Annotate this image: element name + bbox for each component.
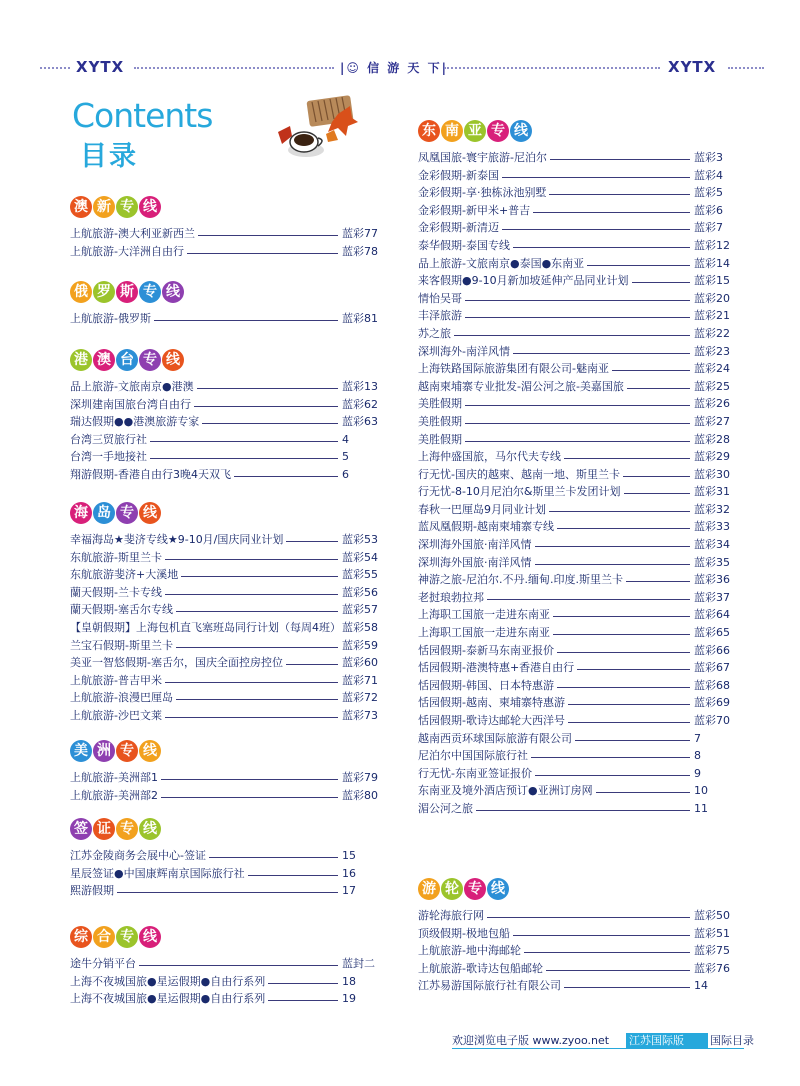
toc-entry-name: 上航旅游-地中海邮轮 [418,942,524,960]
section-title-char: 游 [418,878,440,900]
toc-entry-page: 蓝彩57 [342,603,378,617]
section-title-char: 线 [139,740,161,762]
toc-entry-page: 蓝彩50 [694,909,730,922]
logo-right: XYTX [668,58,717,76]
motto: |☺ 信 游 天 下| [340,61,448,75]
section-title-char: 亚 [464,120,486,142]
section-title-char: 岛 [93,502,115,524]
toc-entry[interactable] [418,694,734,712]
toc-entry[interactable] [418,413,734,431]
toc-entry-page: 蓝彩77 [342,227,378,240]
section-title [70,500,382,526]
section-title-char: 斯 [116,281,138,303]
section-title-char: 线 [162,349,184,371]
toc-entry-page: 蓝彩67 [694,661,730,675]
toc-entry-name: 途牛分销平台 [70,955,139,973]
toc-entry-name: 熙游假期 [70,882,117,900]
toc-entry-page: 蓝彩36 [694,573,730,587]
toc-entry-page: 蓝彩72 [342,691,378,705]
right-section-1 [418,876,734,995]
toc-entry[interactable] [418,272,734,290]
toc-entry-name: 上海铁路国际旅游集团有限公司-魅南亚 [418,360,612,378]
toc-entry-name: 上海职工国旅一走进东南亚 [418,624,553,642]
footer-rule [452,1048,744,1049]
toc-entry[interactable] [70,378,382,396]
toc-entry-page: 16 [342,866,356,880]
toc-entry[interactable] [70,466,382,484]
toc-entry[interactable] [418,395,734,413]
toc-entry-name: 上航旅游-沙巴文莱 [70,707,165,725]
toc-entry-name: 品上旅游-文旅南京●泰国●东南亚 [418,255,587,273]
footer-edition-badge: 江苏国际版 [626,1033,708,1048]
toc-entry-page: 蓝彩35 [694,555,730,569]
section-title [70,279,382,305]
section-title-char: 线 [510,120,532,142]
toc-entry[interactable] [70,973,382,991]
toc-entry[interactable] [418,518,734,536]
toc-entry[interactable] [418,571,734,589]
left-section-4 [70,738,382,804]
toc-entry[interactable] [418,960,734,978]
toc-entry[interactable] [418,501,734,519]
toc-entry-page: 蓝彩51 [694,926,730,940]
toc-entry[interactable] [418,977,734,995]
toc-entry-page: 蓝彩20 [694,291,730,305]
toc-entry-page: 7 [694,731,701,745]
toc-entry-page: 蓝封二 [342,957,375,970]
toc-entry-name: 来客假期●9-10月新加坡延伸产品同业计划 [418,272,632,290]
section-title-char: 罗 [93,281,115,303]
toc-entry-page: 蓝彩31 [694,485,730,499]
toc-entry[interactable] [418,907,734,925]
toc-entry-page: 6 [342,467,349,481]
toc-entry-name: 翔游假期-香港自由行3晚4天双飞 [70,466,234,484]
toc-entry-page: 蓝彩73 [342,708,378,722]
contents-title: Contents [72,96,213,135]
toc-entry-name: 上海仲盛国旅，马尔代夫专线 [418,448,564,466]
toc-entry-page: 14 [694,979,708,993]
toc-entry-name: 行无忧-国庆的越柬、越南一地、斯里兰卡 [418,466,623,484]
toc-entry-name: 湄公河之旅 [418,800,476,818]
section-title-char: 洲 [93,740,115,762]
section-title-char: 线 [139,502,161,524]
toc-entry-name: 幸福海岛★斐济专线★9-10月/国庆同业计划 [70,531,286,549]
toc-entry-page: 蓝彩26 [694,397,730,411]
toc-entry[interactable] [70,955,382,973]
toc-entry[interactable] [418,325,734,343]
toc-entry[interactable] [70,865,382,883]
toc-entry-name: 上海职工国旅一走进东南亚 [418,606,553,624]
left-section-5 [70,816,382,900]
toc-entry[interactable] [418,360,734,378]
toc-entry-name: 上海不夜城国旅●星运假期●自由行系列 [70,990,268,1008]
toc-entry[interactable] [418,448,734,466]
toc-entry[interactable] [70,847,382,865]
toc-entry-name: 越南柬埔寨专业批发-湄公河之旅-美嘉国旅 [418,378,627,396]
left-section-1 [70,279,382,328]
toc-entry-name: 泰华假期-泰国专线 [418,237,513,255]
toc-entry[interactable] [418,606,734,624]
toc-entry-name: 恬园假期-歌诗达邮轮大西洋号 [418,712,568,730]
toc-entry-page: 蓝彩33 [694,520,730,534]
toc-entry-name: 美胜假期 [418,413,465,431]
toc-entry-name: 上海不夜城国旅●星运假期●自由行系列 [70,973,268,991]
toc-entry[interactable] [418,925,734,943]
left-section-3 [70,500,382,725]
toc-entry[interactable] [418,800,734,818]
toc-entry[interactable] [418,730,734,748]
toc-entry[interactable] [418,343,734,361]
section-title-char: 轮 [441,878,463,900]
toc-entry-name: 上航旅游-浪漫巴厘岛 [70,689,176,707]
section-title-char: 美 [70,740,92,762]
toc-entry[interactable] [418,431,734,449]
toc-entry[interactable] [418,219,734,237]
toc-entry-page: 蓝彩34 [694,538,730,552]
section-title-char: 专 [116,926,138,948]
section-title-char: 专 [116,196,138,218]
toc-entry-page: 蓝彩27 [694,414,730,428]
toc-entry-name: 江苏金陵商务会展中心-签证 [70,847,209,865]
toc-entry-name: 美胜假期 [418,395,465,413]
toc-entry[interactable] [70,882,382,900]
toc-entry-name: 上航旅游-美洲部1 [70,769,161,787]
toc-entry[interactable] [418,782,734,800]
toc-entry-name: 情怡吴哥 [418,290,465,308]
toc-entry[interactable] [70,990,382,1008]
toc-entry[interactable] [418,290,734,308]
toc-entry-name: 上航旅游-澳大利亚新西兰 [70,225,198,243]
toc-entry-page: 蓝彩56 [342,585,378,599]
toc-entry-page: 蓝彩22 [694,326,730,340]
toc-entry-page: 蓝彩32 [694,502,730,516]
section-title [70,816,382,842]
toc-entry-page: 蓝彩68 [694,678,730,692]
toc-entry-name: 蘭天假期-塞舌尔专线 [70,601,176,619]
toc-entry-page: 4 [342,432,349,446]
toc-entry[interactable] [418,589,734,607]
toc-entry[interactable] [70,225,382,243]
section-title-char: 签 [70,818,92,840]
toc-entry-page: 9 [694,766,701,780]
toc-entry-page: 蓝彩58 [342,620,378,634]
toc-entry[interactable] [70,549,382,567]
toc-entry-page: 蓝彩12 [694,238,730,252]
toc-entry[interactable] [70,619,382,637]
toc-entry-name: 越南西贡环球国际旅游有限公司 [418,730,575,748]
coffee-leaves-illustration [268,92,358,167]
left-section-6 [70,924,382,1008]
toc-entry-page: 蓝彩3 [694,151,723,164]
page-header [0,58,800,78]
toc-entry-name: 丰泽旅游 [418,307,465,325]
toc-entry-page: 蓝彩21 [694,309,730,323]
toc-entry-name: 恬园假期-越南、柬埔寨特惠游 [418,694,568,712]
toc-entry-page: 19 [342,992,356,1006]
toc-entry-name: 东南亚及境外酒店预订●亚洲订房网 [418,782,596,800]
toc-entry-page: 11 [694,801,708,815]
toc-entry-name: 上航旅游-俄罗斯 [70,310,154,328]
logo-left: XYTX [76,58,125,76]
section-title [70,738,382,764]
toc-entry[interactable] [418,167,734,185]
toc-entry-name: 东航旅游-斯里兰卡 [70,549,165,567]
section-title-char: 线 [139,196,161,218]
toc-entry-page: 蓝彩13 [342,380,378,393]
footer-catalog-text: 国际目录 [710,1034,754,1047]
toc-entry-page: 蓝彩4 [694,168,723,182]
toc-entry-name: 神游之旅-尼泊尔.不丹.缅甸.印度.斯里兰卡 [418,571,626,589]
toc-entry-name: 深圳建南国旅台湾自由行 [70,396,194,414]
toc-entry-name: 金彩假期-享·独栋泳池别墅 [418,184,549,202]
toc-entry[interactable] [70,601,382,619]
dotted-rule [444,67,660,71]
toc-entry[interactable] [70,707,382,725]
toc-entry-name: 恬园假期-港澳特惠+香港自由行 [418,659,577,677]
toc-entry-name: 老挝琅勃拉邦 [418,589,487,607]
toc-entry-page: 蓝彩59 [342,638,378,652]
toc-entry-page: 蓝彩55 [342,568,378,582]
toc-entry-name: 游轮海旅行网 [418,907,487,925]
toc-entry[interactable] [418,942,734,960]
left-section-2 [70,347,382,484]
toc-entry-page: 17 [342,884,356,898]
toc-entry[interactable] [418,624,734,642]
section-title-char: 专 [487,120,509,142]
toc-entry-name: 顶级假期-极地包船 [418,925,513,943]
toc-entry-name: 蘭天假期-兰卡专线 [70,584,165,602]
toc-entry[interactable] [418,659,734,677]
toc-entry-page: 蓝彩81 [342,312,378,325]
toc-entry-page: 蓝彩70 [694,714,730,727]
toc-entry-name: 深圳海外国旅·南洋风情 [418,554,535,572]
toc-entry[interactable] [70,672,382,690]
leader-line [418,335,690,336]
toc-entry-page: 蓝彩23 [694,344,730,358]
toc-entry-page: 蓝彩24 [694,362,730,376]
toc-entry-name: 兰宝石假期-斯里兰卡 [70,637,176,655]
toc-entry-page: 蓝彩64 [694,608,730,622]
toc-entry[interactable] [70,689,382,707]
toc-entry-name: 深圳海外-南洋风情 [418,343,513,361]
toc-entry-page: 蓝彩62 [342,397,378,411]
toc-entry-name: 凤凰国旅-寰宇旅游-尼泊尔 [418,149,550,167]
toc-entry-page: 蓝彩71 [342,673,378,687]
toc-entry-name: 上航旅游-美洲部2 [70,787,161,805]
section-title-char: 专 [139,281,161,303]
toc-entry-page: 15 [342,849,356,862]
toc-entry[interactable] [70,787,382,805]
toc-entry-page: 蓝彩69 [694,696,730,710]
toc-entry[interactable] [70,396,382,414]
toc-entry[interactable] [418,237,734,255]
toc-entry-name: 美胜假期 [418,431,465,449]
toc-entry[interactable] [70,654,382,672]
toc-entry-name: 上航旅游-歌诗达包船邮轮 [418,960,546,978]
toc-entry-name: 上航旅游-普吉甲米 [70,672,165,690]
section-title [70,924,382,950]
toc-entry-page: 蓝彩14 [694,256,730,270]
toc-entry[interactable] [418,184,734,202]
toc-entry-page: 蓝彩25 [694,379,730,393]
toc-entry-name: 金彩假期-新泰国 [418,167,502,185]
toc-entry[interactable] [418,642,734,660]
toc-entry-name: 星辰签证●中国康辉南京国际旅行社 [70,865,248,883]
toc-entry-name: 台湾三贸旅行社 [70,431,150,449]
section-title-char: 专 [139,349,161,371]
toc-entry[interactable] [418,255,734,273]
toc-entry-name: 蓝凤凰假期-越南柬埔寨专线 [418,518,557,536]
section-title-char: 港 [70,349,92,371]
toc-entry-name: 行无忧-8-10月尼泊尔&斯里兰卡发团计划 [418,483,624,501]
toc-entry-page: 蓝彩37 [694,590,730,604]
toc-entry-page: 蓝彩54 [342,550,378,564]
toc-entry-name: 深圳海外国旅·南洋风情 [418,536,535,554]
toc-entry[interactable] [418,378,734,396]
mulu-title: 目录 [80,141,138,172]
toc-entry[interactable] [418,466,734,484]
toc-entry[interactable] [70,584,382,602]
toc-entry[interactable] [70,243,382,261]
toc-entry[interactable] [70,310,382,328]
section-title-char: 合 [93,926,115,948]
section-title-char: 线 [487,878,509,900]
section-title-char: 线 [139,818,161,840]
dotted-rule [134,67,334,71]
section-title-char: 线 [162,281,184,303]
section-title-char: 新 [93,196,115,218]
toc-entry-name: 上航旅游-大洋洲自由行 [70,243,187,261]
section-title [418,876,734,902]
toc-entry[interactable] [70,637,382,655]
toc-entry-page: 蓝彩76 [694,961,730,975]
toc-entry[interactable] [418,307,734,325]
toc-entry[interactable] [70,448,382,466]
toc-entry[interactable] [70,531,382,549]
toc-entry-name: 瑞达假期●●港澳旅游专家 [70,413,202,431]
toc-entry-name: 金彩假期-新清迈 [418,219,502,237]
toc-entry-name: 尼泊尔中国国际旅行社 [418,747,531,765]
section-title-char: 线 [139,926,161,948]
toc-entry-page: 蓝彩63 [342,415,378,429]
toc-entry-page: 10 [694,784,708,798]
toc-entry-name: 金彩假期-新甲米+普吉 [418,202,533,220]
toc-entry-page: 蓝彩79 [342,771,378,784]
toc-entry[interactable] [70,769,382,787]
toc-entry[interactable] [418,554,734,572]
toc-entry[interactable] [418,712,734,730]
section-title-char: 澳 [70,196,92,218]
section-title-char: 综 [70,926,92,948]
toc-entry-name: 【皇朝假期】上海包机直飞塞班岛同行计划（每周4班） [70,619,344,637]
toc-entry-page: 蓝彩66 [694,643,730,657]
section-title-char: 俄 [70,281,92,303]
toc-entry-page: 蓝彩5 [694,186,723,200]
toc-entry[interactable] [418,747,734,765]
right-section-0 [418,118,734,818]
toc-entry-page: 蓝彩30 [694,467,730,481]
toc-entry-name: 行无忧-东南亚签证报价 [418,765,535,783]
toc-entry-name: 恬园假期-韩国、日本特惠游 [418,677,557,695]
left-section-0 [70,194,382,260]
toc-entry-page: 5 [342,450,349,464]
toc-entry-name: 台湾一手地接社 [70,448,150,466]
footer-browse-text: 欢迎浏览电子版 www.zyoo.net [452,1034,610,1047]
section-title-char: 澳 [93,349,115,371]
toc-entry-name: 美亚一智悠假期-塞舌尔，国庆全面控房控位 [70,654,286,672]
section-title-char: 证 [93,818,115,840]
toc-entry-page: 18 [342,974,356,988]
section-title-char: 台 [116,349,138,371]
section-title-char: 海 [70,502,92,524]
toc-entry[interactable] [418,202,734,220]
toc-entry[interactable] [418,483,734,501]
section-title-char: 专 [464,878,486,900]
dotted-rule [40,67,70,71]
toc-entry-page: 蓝彩78 [342,244,378,258]
toc-entry-page: 蓝彩15 [694,274,730,288]
toc-entry-name: 东航旅游斐济+大溪地 [70,566,181,584]
toc-entry-name: 品上旅游-文旅南京●港澳 [70,378,197,396]
toc-entry-page: 蓝彩65 [694,626,730,640]
toc-entry[interactable] [70,431,382,449]
toc-entry[interactable] [418,677,734,695]
dotted-rule [728,67,764,71]
section-title-char: 南 [441,120,463,142]
toc-entry-name: 春秋一巴厘岛9月同业计划 [418,501,549,519]
toc-entry-page: 蓝彩7 [694,221,723,235]
toc-entry-page: 蓝彩75 [694,944,730,958]
toc-entry-name: 苏之旅 [418,325,454,343]
section-title [418,118,734,144]
toc-entry-page: 蓝彩6 [694,203,723,217]
toc-entry[interactable] [70,413,382,431]
toc-entry-name: 恬园假期-泰新马东南亚报价 [418,642,557,660]
toc-entry-page: 蓝彩29 [694,450,730,464]
section-title-char: 专 [116,502,138,524]
toc-entry-name: 江苏易游国际旅行社有限公司 [418,977,564,995]
section-title-char: 东 [418,120,440,142]
toc-entry-page: 蓝彩60 [342,656,378,670]
toc-entry-page: 蓝彩80 [342,788,378,802]
toc-entry[interactable] [418,765,734,783]
section-title [70,194,382,220]
toc-entry-page: 蓝彩53 [342,533,378,546]
toc-entry-page: 蓝彩28 [694,432,730,446]
section-title-char: 专 [116,740,138,762]
toc-entry-page: 8 [694,749,701,763]
section-title-char: 专 [116,818,138,840]
toc-entry[interactable] [70,566,382,584]
section-title [70,347,382,373]
toc-entry[interactable] [418,536,734,554]
toc-entry[interactable] [418,149,734,167]
